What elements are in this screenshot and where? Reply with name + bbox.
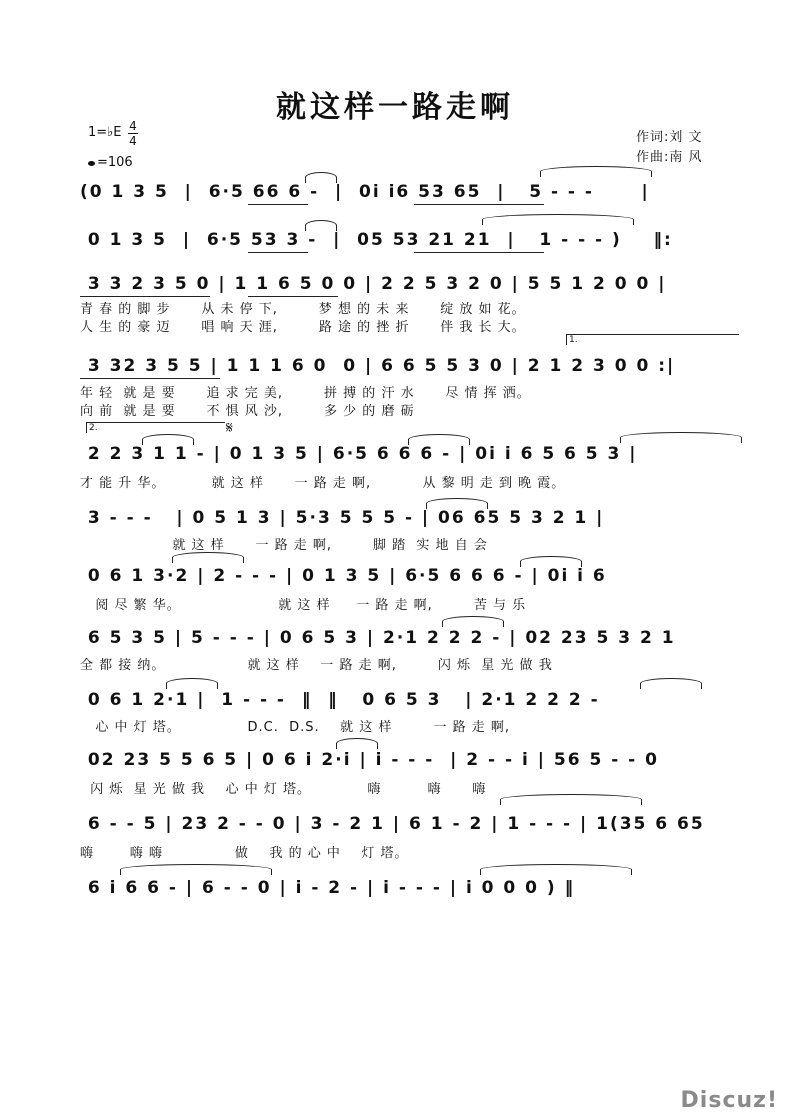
beam	[80, 296, 210, 297]
row-notes: 0 1 3 5 | 6·5 53 3 - | 05 53 21 21 | 1 - - - ) ‖:	[80, 230, 673, 250]
key-label: 1=♭E	[88, 125, 122, 140]
lyric-line-1: 就 这 样 一 路 走 啊, 脚 踏 实 地 自 会	[80, 538, 488, 553]
slur	[640, 678, 702, 689]
volta-1	[566, 334, 739, 345]
slur	[142, 434, 194, 445]
time-bottom: 4	[129, 134, 137, 148]
volta-2-label: 2.	[89, 423, 98, 433]
lyric-line-1: 闪 烁 星 光 做 我 心 中 灯 塔。 嗨 嗨 嗨	[80, 782, 487, 797]
beam	[414, 252, 544, 253]
watermark-logo: Discuz!	[680, 1088, 778, 1113]
beam	[248, 204, 308, 205]
lyric-line-1: 阅 尽 繁 华。 就 这 样 一 路 走 啊, 苦 与 乐	[80, 598, 527, 613]
row-notes: 2 2 3 1 1 - | 0 1 3 5 | 6·5 6 6 6 - | 0i i 6 5 6 5 3 |	[80, 444, 638, 464]
tempo-mark	[88, 155, 133, 170]
row-notes: 0 6 1 2·1 | 1 - - - ‖ ‖ 0 6 5 3 | 2·1 2 2 2 -	[80, 690, 600, 710]
slur	[305, 172, 337, 183]
row-notes: 3 - - - | 0 5 1 3 | 5·3 5 5 5 - | 06 65 5 3 2 1 |	[80, 508, 605, 528]
slur	[442, 616, 504, 627]
lyric-line-1: 心 中 灯 塔。 D.C. D.S. 就 这 样 一 路 走 啊,	[80, 720, 511, 735]
key-signature	[88, 119, 137, 148]
slur	[120, 864, 272, 875]
volta-2	[86, 422, 225, 433]
slur	[520, 556, 582, 567]
lyric-line-1: 年 轻 就 是 要 追 求 完 美, 拼 搏 的 汗 水 尽 情 挥 洒。	[80, 386, 531, 401]
segno-icon: 𝄋	[226, 418, 233, 437]
volta-1-label: 1.	[569, 335, 578, 345]
row-notes: (0 1 3 5 | 6·5 66 6 - | 0i i6 53 65 | 5 - - - |	[80, 182, 650, 202]
slur	[305, 220, 337, 231]
row-notes: 02 23 5 5 6 5 | 0 6 i 2·i | i - - - | 2 - - i | 56 5 - - 0	[80, 750, 659, 770]
composer: 作曲:南 风	[636, 150, 703, 165]
beam	[248, 296, 338, 297]
lyric-line-2: 人 生 的 豪 迈 唱 响 天 涯, 路 途 的 挫 折 伴 我 长 大。	[80, 320, 526, 335]
slur	[540, 166, 652, 177]
lyricist: 作词:刘 文	[636, 130, 703, 145]
time-signature	[128, 119, 138, 148]
row-notes: 3 3 2 3 5 0 | 1 1 6 5 0 0 | 2 2 5 3 2 0 | 5 5 1 2 0 0 |	[80, 274, 667, 294]
page-title: 就这样一路走啊	[276, 90, 514, 125]
slur	[482, 214, 634, 225]
quarter-note-icon	[88, 161, 95, 166]
slur	[426, 498, 488, 509]
time-top: 4	[129, 119, 137, 133]
lyric-line-1: 青 春 的 脚 步 从 未 停 下, 梦 想 的 未 来 绽 放 如 花。	[80, 302, 526, 317]
slur	[408, 434, 470, 445]
slur	[166, 678, 218, 689]
row-notes: 0 6 1 3·2 | 2 - - - | 0 1 3 5 | 6·5 6 6 6 - | 0i i 6	[80, 566, 607, 586]
beam	[80, 378, 220, 379]
slur	[336, 738, 378, 749]
row-notes: 3 32 3 5 5 | 1 1 1 6 0 0 | 6 6 5 5 3 0 | 2 1 2 3 0 0 :|	[80, 356, 676, 376]
beam	[414, 204, 544, 205]
beam	[248, 252, 308, 253]
lyric-line-1: 嗨 嗨 嗨 做 我 的 心 中 灯 塔。	[80, 846, 409, 861]
lyric-line-1: 才 能 升 华。 就 这 样 一 路 走 啊, 从 黎 明 走 到 晚 霞。	[80, 476, 566, 491]
slur	[500, 794, 642, 805]
slur	[480, 864, 632, 875]
row-notes: 6 i 6 6 - | 6 - - 0 | i - 2 - | i - - - | i 0 0 0 ) ‖	[80, 878, 576, 898]
tempo-value: =106	[97, 155, 133, 170]
lyric-line-2: 向 前 就 是 要 不 惧 风 沙, 多 少 的 磨 砺	[80, 404, 415, 419]
lyric-line-1: 全 都 接 纳。 就 这 样 一 路 走 啊, 闪 烁 星 光 做 我	[80, 658, 553, 673]
row-notes: 6 - - 5 | 23 2 - - 0 | 3 - 2 1 | 6 1 - 2 | 1 - - - | 1(35 6 65	[80, 814, 705, 834]
slur	[620, 432, 742, 443]
credits	[636, 128, 703, 168]
slur	[172, 552, 244, 563]
row-notes: 6 5 3 5 | 5 - - - | 0 6 5 3 | 2·1 2 2 2 - | 02 23 5 3 2 1	[80, 628, 676, 648]
